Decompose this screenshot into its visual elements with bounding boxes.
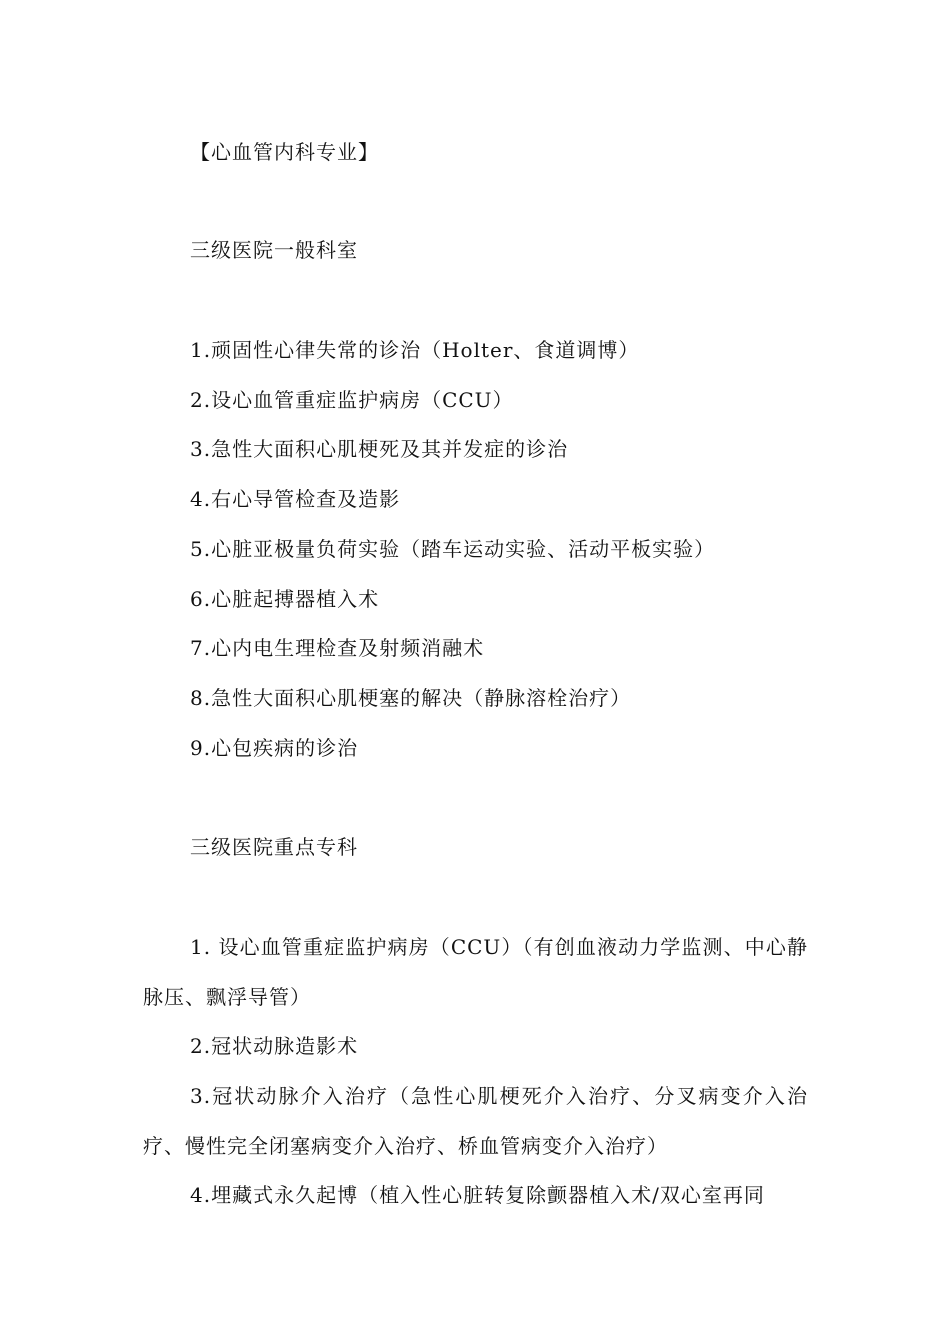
list-item: 9.心包疾病的诊治 <box>190 736 359 760</box>
section-heading-key-specialty: 三级医院重点专科 <box>190 835 358 859</box>
list-item: 5.心脏亚极量负荷实验（踏车运动实验、活动平板实验） <box>190 537 716 561</box>
list-item: 7.心内电生理检查及射频消融术 <box>190 636 485 660</box>
list-item: 4.右心导管检查及造影 <box>190 487 401 511</box>
list-item: 1.顽固性心律失常的诊治（Holter、食道调博） <box>190 338 640 362</box>
list-item: 4.埋藏式永久起博（植入性心脏转复除颤器植入术/双心室再同 <box>190 1183 765 1207</box>
section-heading-general: 三级医院一般科室 <box>190 238 358 262</box>
list-item: 3.急性大面积心肌梗死及其并发症的诊治 <box>190 437 569 461</box>
list-item: 6.心脏起搏器植入术 <box>190 587 380 611</box>
list-item: 3.冠状动脉介入治疗（急性心肌梗死介入治疗、分叉病变介入治疗、慢性完全闭塞病变介入治疗、桥血管病变介入治疗） <box>143 1084 808 1158</box>
list-item: 8.急性大面积心肌梗塞的解决（静脉溶栓治疗） <box>190 686 632 710</box>
list-item: 2.设心血管重症监护病房（CCU） <box>190 388 514 412</box>
document-title: 【心血管内科专业】 <box>190 140 379 164</box>
list-item: 2.冠状动脉造影术 <box>190 1034 359 1058</box>
list-item: 1. 设心血管重症监护病房（CCU）（有创血液动力学监测、中心静脉压、飘浮导管） <box>143 935 808 1009</box>
